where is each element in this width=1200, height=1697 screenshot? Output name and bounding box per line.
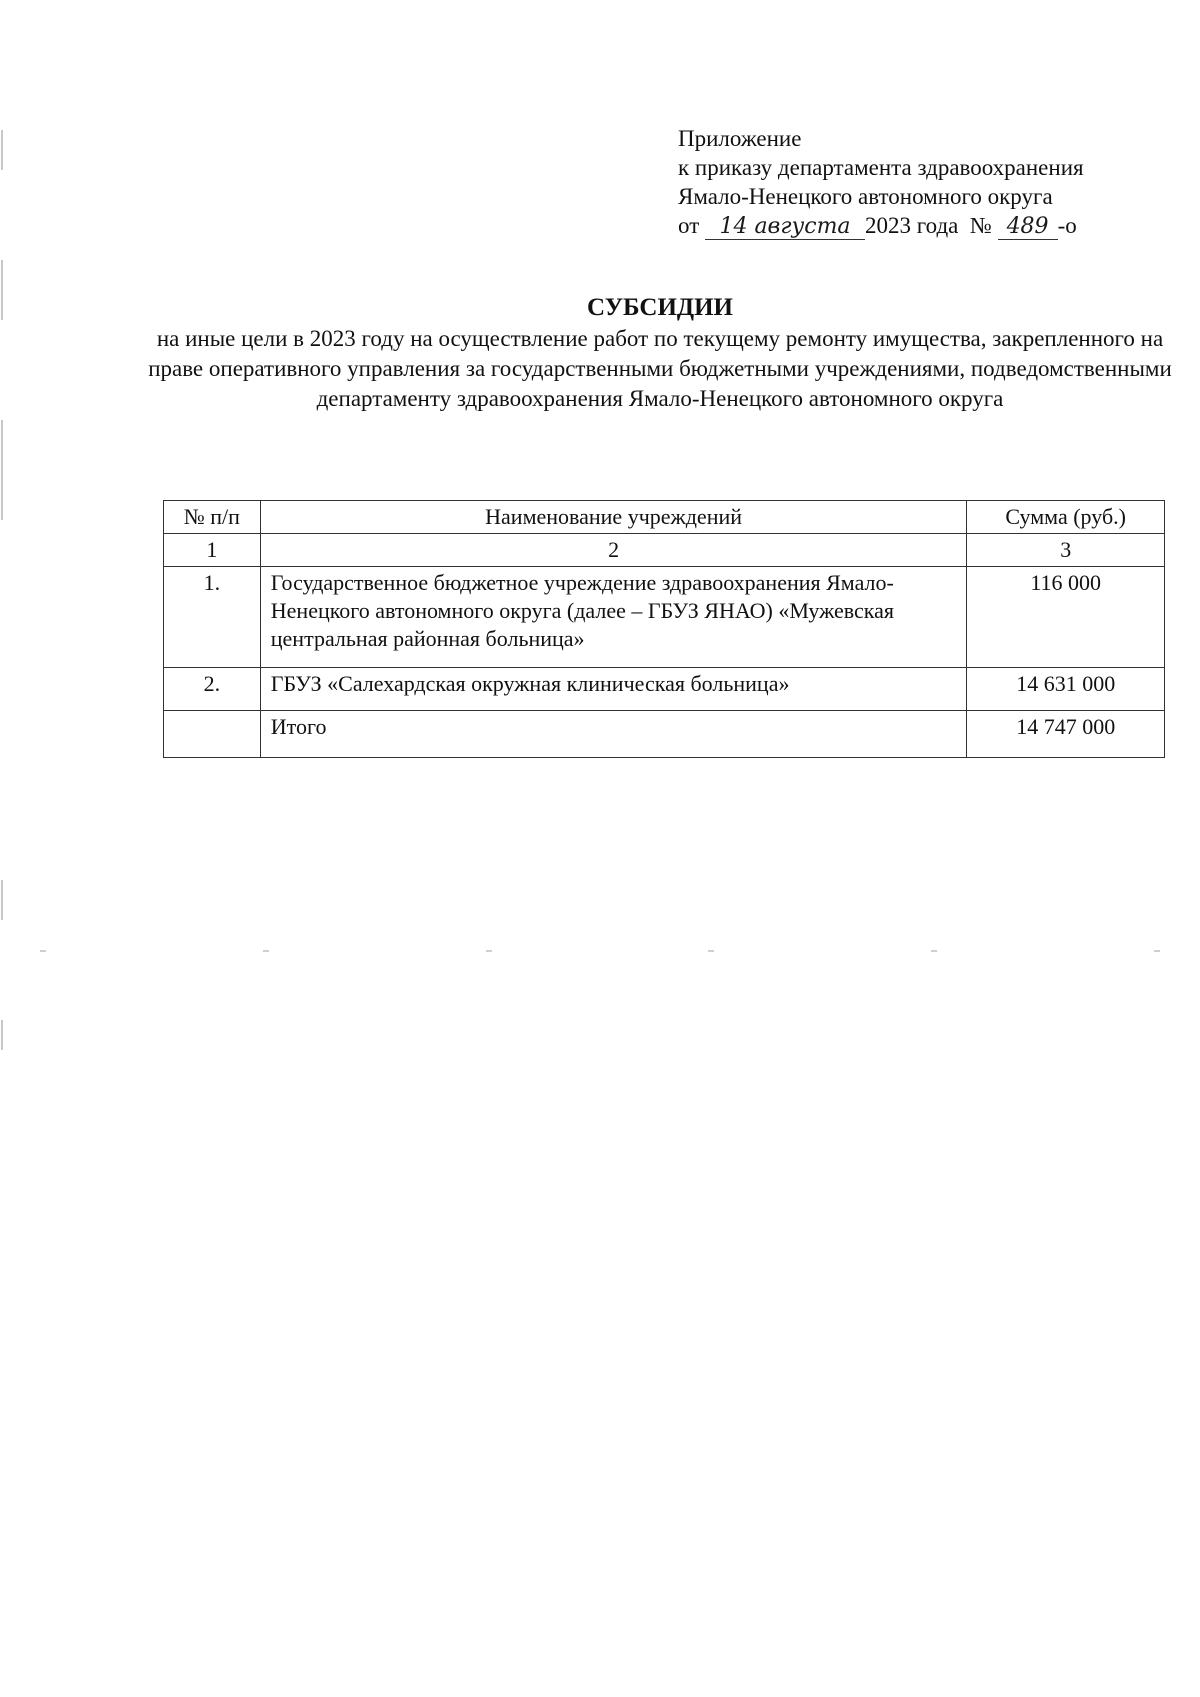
row-name: ГБУЗ «Салехардская окружная клиническая больница» (260, 668, 967, 711)
subsidy-table (163, 500, 1165, 758)
header-num: № п/п (164, 501, 261, 534)
handwritten-date: 14 августа (705, 215, 865, 240)
table-total-row (164, 711, 1165, 758)
row-sum: 116 000 (967, 567, 1165, 668)
total-num (164, 711, 261, 758)
header-name: Наименование учреждений (260, 501, 967, 534)
scan-artifact (1, 260, 3, 320)
approval-date-line (678, 211, 1084, 240)
total-label: Итого (260, 711, 967, 758)
column-number-3: 3 (967, 534, 1165, 567)
scan-artifact (1, 130, 3, 170)
total-sum: 14 747 000 (967, 711, 1165, 758)
table-column-numbers-row (164, 534, 1165, 567)
approval-block (678, 124, 1084, 240)
number-sign: № (969, 213, 992, 238)
year-text: 2023 года (865, 213, 959, 238)
header-sum: Сумма (руб.) (967, 501, 1165, 534)
row-num: 1. (164, 567, 261, 668)
row-name: Государственное бюджетное учреждение здравоохранения Ямало-Ненецкого автономного округа (далее – ГБУЗ ЯНАО) «Мужевская центральная районная больница» (260, 567, 967, 668)
column-number-1: 1 (164, 534, 261, 567)
approval-line-1: Приложение (678, 126, 802, 151)
row-sum: 14 631 000 (967, 668, 1165, 711)
handwritten-number: 489 (998, 215, 1058, 240)
document-title: СУБСИДИИ (586, 294, 734, 321)
fold-line (40, 950, 1160, 952)
table-row (164, 567, 1165, 668)
approval-line-2: к приказу департамента здравоохранения (678, 155, 1084, 180)
approval-line-3: Ямало-Ненецкого автономного округа (678, 184, 1053, 209)
scan-artifact (1, 880, 3, 920)
number-suffix: -о (1057, 213, 1077, 238)
column-number-2: 2 (260, 534, 967, 567)
date-prefix: от (678, 213, 700, 238)
document-subtitle: на иные цели в 2023 году на осуществление работ по текущему ремонту имущества, закрепленного на праве оперативного управления за государственными бюджетными учреждениями, подведомственными департаменту здравоохранения Ямало-Ненецкого автономного округа (148, 326, 1172, 411)
table-header-row (164, 501, 1165, 534)
scan-artifact (1, 1020, 3, 1050)
table-row (164, 668, 1165, 711)
scan-artifact (1, 420, 3, 520)
title-block (130, 292, 1190, 414)
row-num: 2. (164, 668, 261, 711)
